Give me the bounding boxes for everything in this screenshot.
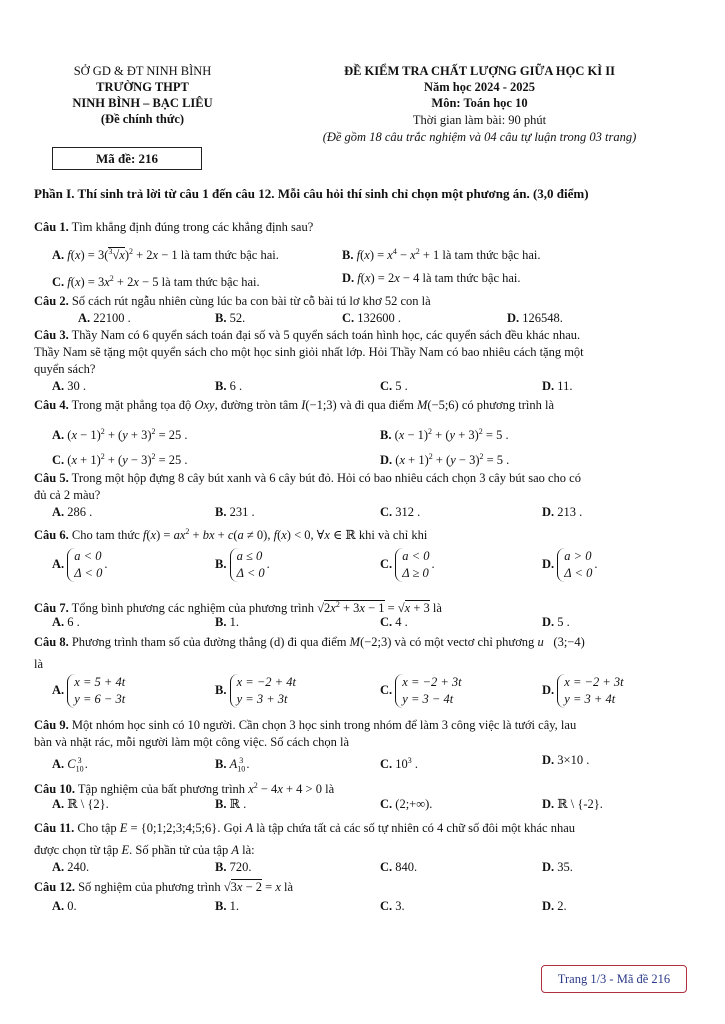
q5-option-d[interactable]: D. 213 . (542, 505, 583, 519)
q12-option-a[interactable]: A. 0. (52, 899, 77, 913)
q10-option-b[interactable]: B. ℝ . (215, 797, 247, 811)
q3-option-c[interactable]: C. 5 . (380, 379, 408, 393)
q11-option-d[interactable]: D. 35. (542, 860, 573, 874)
q11-option-c[interactable]: C. 840. (380, 860, 418, 874)
question-2: Câu 2. Số cách rút ngẫu nhiên cùng lúc ba con bài từ cỗ bài tú lơ khơ 52 con là (34, 294, 431, 308)
question-3-line3: quyển sách? (34, 362, 96, 376)
question-10: Câu 10. Tập nghiệm của bất phương trình $x^2 - 4x + 4 > 0$ là (34, 781, 335, 797)
q5-option-b[interactable]: B. 231 . (215, 505, 255, 519)
q6-option-c[interactable]: C. a < 0 Δ ≥ 0. (380, 549, 435, 580)
question-8-end: là (34, 657, 44, 671)
question-5-line2: đủ cả 2 màu? (34, 488, 101, 502)
question-7: Câu 7. Tổng bình phương các nghiệm của phương trình $√2x^2 + 3x - 1 = √x + 3$ là (34, 600, 442, 616)
q1-option-b[interactable]: B. $f(x) = x^4 - x^2 + 1$ là tam thức bậc hai. (342, 247, 541, 263)
q10-option-a[interactable]: A. ℝ \ {2}. (52, 797, 109, 811)
question-11-line1: Câu 11. Cho tập E = {0;1;2;3;4;5;6}. Gọi A là tập chứa tất cả các số tự nhiên có 4 chữ số đôi một khác nhau (34, 821, 576, 835)
school-year: Năm học 2024 - 2025 (423, 80, 536, 94)
q11-option-a[interactable]: A. 240. (52, 860, 90, 874)
q4-option-b[interactable]: B. $(x - 1)^2 + (y + 3)^2 = 5$ . (380, 427, 509, 443)
q12-option-b[interactable]: B. 1. (215, 899, 239, 913)
duration: Thời gian làm bài: 90 phút (412, 113, 547, 127)
q10-option-d[interactable]: D. ℝ \ {-2}. (542, 797, 603, 811)
subject: Môn: Toán học 10 (431, 96, 528, 110)
q4-option-d[interactable]: D. $(x + 1)^2 + (y - 3)^2 = 5$ . (380, 452, 510, 468)
question-8: Câu 8. Phương trình tham số của đường thẳng (d) đi qua điểm M(−2;3) và có một vectơ chỉ phương u⃗(3;−4) (34, 635, 585, 649)
q3-option-a[interactable]: A. 30 . (52, 379, 87, 393)
q9-option-c[interactable]: C. $10^3$ . (380, 756, 419, 772)
q6-option-a[interactable]: A. a < 0 Δ < 0. (52, 549, 108, 580)
q12-option-c[interactable]: C. 3. (380, 899, 405, 913)
exam-title: ĐỀ KIỂM TRA CHẤT LƯỢNG GIỮA HỌC KÌ II (344, 64, 615, 78)
question-9-line1: Câu 9. Một nhóm học sinh có 10 người. Cần chọn 3 học sinh trong nhóm để làm 3 công việc là tưới cây, lau (34, 718, 577, 732)
q3-option-d[interactable]: D. 11. (542, 379, 573, 393)
q2-option-d[interactable]: D. 126548. (507, 311, 563, 325)
q8-option-c[interactable]: C. x = −2 + 3t y = 3 − 4t (380, 675, 462, 706)
q1-label: Câu 1. (34, 220, 69, 234)
school-name-line2: NINH BÌNH – BẠC LIÊU (72, 96, 213, 110)
q7-option-b[interactable]: B. 1. (215, 615, 239, 629)
question-12: Câu 12. Số nghiệm của phương trình √3x − 2 = x là (34, 880, 294, 894)
q6-option-b[interactable]: B. a ≤ 0 Δ < 0. (215, 549, 270, 580)
question-3-line2: Thầy Nam sẽ tặng một quyển sách cho một học sinh giỏi nhất lớp. Hỏi Thầy Nam có bao nhiêu cách tặng một (34, 345, 584, 359)
question-5-line1: Câu 5. Trong một hộp đựng 8 cây bút xanh và 6 cây bút đỏ. Hỏi có bao nhiêu cách chọn 3 cây bút sao cho có (34, 471, 581, 485)
q8-option-d[interactable]: D. x = −2 + 3t y = 3 + 4t (542, 675, 624, 706)
page-footer: Trang 1/3 - Mã đề 216 (541, 965, 687, 993)
q3-option-b[interactable]: B. 6 . (215, 379, 243, 393)
q1-option-d[interactable]: D. f(x) = 2x − 4 là tam thức bậc hai. (342, 271, 521, 285)
q7-option-d[interactable]: D. 5 . (542, 615, 570, 629)
official-label: (Đề chính thức) (100, 112, 185, 126)
q1-option-a[interactable]: A. $f(x) = 3(^3√x)^2 + 2x - 1$ là tam thức bậc hai. (52, 247, 279, 263)
q4-option-c[interactable]: C. $(x + 1)^2 + (y - 3)^2 = 25$ . (52, 452, 188, 468)
q8-option-a[interactable]: A. x = 5 + 4t y = 6 − 3t (52, 675, 126, 706)
q9-option-a[interactable]: A. $C_{10}^3$ . (52, 756, 88, 774)
q5-option-a[interactable]: A. 286 . (52, 505, 93, 519)
exam-code-box: Mã đề: 216 (52, 147, 202, 170)
q1-option-c[interactable]: C. $f(x) = 3x^2 + 2x - 5$ là tam thức bậc hai. (52, 274, 260, 290)
q5-option-c[interactable]: C. 312 . (380, 505, 421, 519)
q8-option-b[interactable]: B. x = −2 + 4t y = 3 + 3t (215, 675, 296, 706)
q11-option-b[interactable]: B. 720. (215, 860, 252, 874)
question-9-line2: bàn và nhặt rác, mỗi người làm một công việc. Số cách chọn là (34, 735, 350, 749)
q1-text: Tìm khẳng định đúng trong các khẳng định sau? (71, 220, 314, 234)
q6-option-d[interactable]: D. a > 0 Δ < 0. (542, 549, 598, 580)
part1-heading: Phần I. Thí sinh trả lời từ câu 1 đến câu 12. Mỗi câu hỏi thí sinh chỉ chọn một phương án. (3,0 điểm) (34, 186, 589, 201)
school-name-line1: TRƯỜNG THPT (96, 80, 189, 94)
q9-option-b[interactable]: B. $A_{10}^3$ . (215, 756, 250, 774)
question-3-line1: Câu 3. Thầy Nam có 6 quyển sách toán đại số và 5 quyển sách toán hình học, các quyển sách đều khác nhau. (34, 328, 581, 342)
q7-option-a[interactable]: A. 6 . (52, 615, 80, 629)
question-1 (34, 219, 691, 236)
q2-option-a[interactable]: A. 22100 . (78, 311, 131, 325)
department-name: SỞ GD & ĐT NINH BÌNH (73, 64, 212, 78)
q4-option-a[interactable]: A. $(x - 1)^2 + (y + 3)^2 = 25$ . (52, 427, 188, 443)
question-4: Câu 4. Trong mặt phẳng tọa độ Oxy, đường tròn tâm I(−1;3) và đi qua điểm M(−5;6) có phương trình là (34, 398, 555, 412)
exam-note: (Đề gồm 18 câu trắc nghiệm và 04 câu tự luận trong 03 trang) (322, 130, 637, 144)
question-6: Câu 6. Cho tam thức $f(x) = ax^2$ + bx + c(a ≠ 0), f(x) < 0, ∀x ∈ ℝ khi và chỉ khi (34, 527, 428, 543)
question-11-line2: được chọn từ tập E. Số phần tử của tập A là: (34, 843, 255, 857)
q10-option-c[interactable]: C. (2;+∞). (380, 797, 433, 811)
q7-option-c[interactable]: C. 4 . (380, 615, 408, 629)
q12-option-d[interactable]: D. 2. (542, 899, 567, 913)
q2-option-b[interactable]: B. 52. (215, 311, 246, 325)
q9-option-d[interactable]: D. 3×10 . (542, 753, 590, 767)
q2-option-c[interactable]: C. 132600 . (342, 311, 402, 325)
